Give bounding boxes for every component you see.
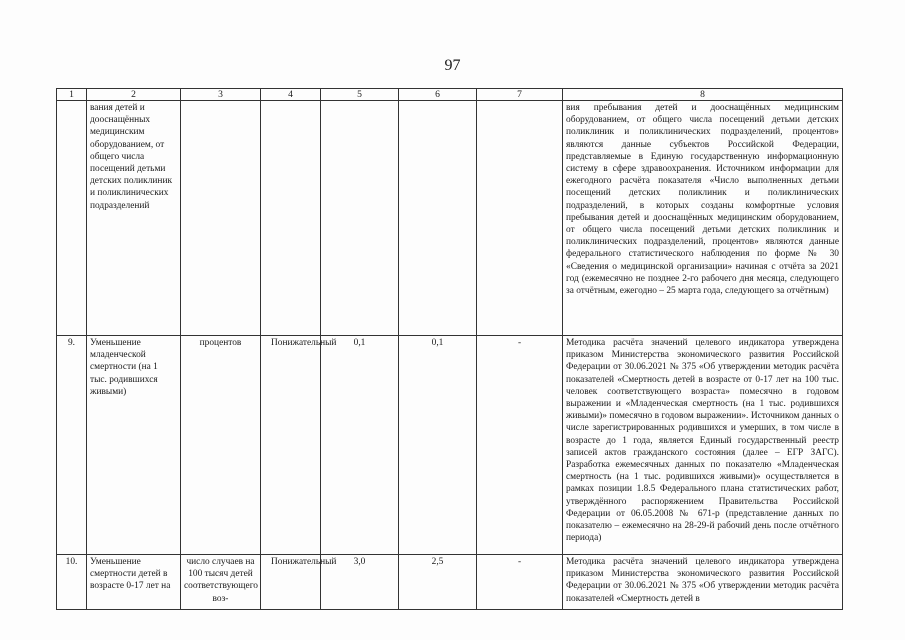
column-header: 1: [57, 89, 87, 101]
indicator-name: вания детей и дооснащённых медицинским оборудованием, от общего числа посещений детьми детских поликлиник и поликлинических подразделений: [87, 101, 181, 336]
row-number: 10.: [57, 555, 87, 610]
column-header: 6: [399, 89, 477, 101]
unit: число случаев на 100 тысяч детей соответствующего воз-: [181, 555, 261, 610]
value-col5: 0,1: [321, 336, 399, 555]
column-header: 8: [563, 89, 843, 101]
indicators-table: [56, 88, 843, 610]
header-row: [57, 89, 843, 101]
value-col5: [321, 101, 399, 336]
column-header: 4: [261, 89, 321, 101]
page-number: 97: [444, 57, 461, 74]
indicator-name: Уменьшение младенческой смертности (на 1 тыс. родившихся живыми): [87, 336, 181, 555]
column-header: 7: [477, 89, 563, 101]
value-col6: 0,1: [399, 336, 477, 555]
row-number: [57, 101, 87, 336]
method-description: вия пребывания детей и дооснащённых медицинским оборудованием, от общего числа посещений детьми детских поликлиник и поликлинических подразделений, процентов» являются данные субъектов Российской Федерации, представляемые в Единую государственную информационную систему в сфере здравоохранения. Источником информации для ежегодного расчёта показателя «Число выполненных детьми посещений детских поликлиник и поликлинических подразделений, в которых созданы комфортные условия пребывания детей и дооснащённых медицинским оборудованием, от общего числа посещений детьми детских поликлиник и поликлинических подразделений, процентов» являются данные федерального статистического наблюдения по форме № 30 «Сведения о медицинской организации» начиная с отчёта за 2021 год (ежемесячно не позднее 2-го рабочего дня месяца, следующего за отчётным, ежегодно – 25 марта года, следующего за отчётным): [563, 101, 843, 336]
value-col7: -: [477, 555, 563, 610]
unit: [181, 101, 261, 336]
column-header: 2: [87, 89, 181, 101]
method-description: Методика расчёта значений целевого индикатора утверждена приказом Министерства экономического развития Российской Федерации от 30.06.2021 № 375 «Об утверждении методик расчёта показателей «Смертность детей в: [563, 555, 843, 610]
table-row: [57, 336, 843, 555]
indicator-name: Уменьшение смертности детей в возрасте 0-17 лет на: [87, 555, 181, 610]
row-number: 9.: [57, 336, 87, 555]
method-description: Методика расчёта значений целевого индикатора утверждена приказом Министерства экономического развития Российской Федерации от 30.06.2021 № 375 «Об утверждении методик расчёта показателей «Смертность детей в возрасте от 0-17 лет на 100 тыс. человек соответствующего возраста» помесячно в годовом выражении и «Младенческая смертность (на 1 тыс. родившихся живыми)» помесячно в годовом выражении». Источником данных о числе зарегистрированных родившихся и умерших, в том числе в возрасте до 1 года, является Единый государственный реестр записей актов гражданского состояния (далее – ЕГР ЗАГС). Разработка ежемесячных данных по показателю «Младенческая смертность (на 1 тыс. родившихся живыми)» осуществляется в рамках позиции 1.8.5 Федерального плана статистических работ, утверждённого распоряжением Правительства Российской Федерации от 06.05.2008 № 671-р (представление данных по показателю – ежемесячно на 28-29-й рабочий день после отчётного периода): [563, 336, 843, 555]
direction: Понижательный: [261, 555, 321, 610]
value-col5: 3,0: [321, 555, 399, 610]
value-col6: 2,5: [399, 555, 477, 610]
direction: Понижательный: [261, 336, 321, 555]
value-col6: [399, 101, 477, 336]
column-header: 5: [321, 89, 399, 101]
column-header: 3: [181, 89, 261, 101]
value-col7: -: [477, 336, 563, 555]
table-row: [57, 101, 843, 336]
unit: процентов: [181, 336, 261, 555]
value-col7: [477, 101, 563, 336]
table-row: [57, 555, 843, 610]
direction: [261, 101, 321, 336]
